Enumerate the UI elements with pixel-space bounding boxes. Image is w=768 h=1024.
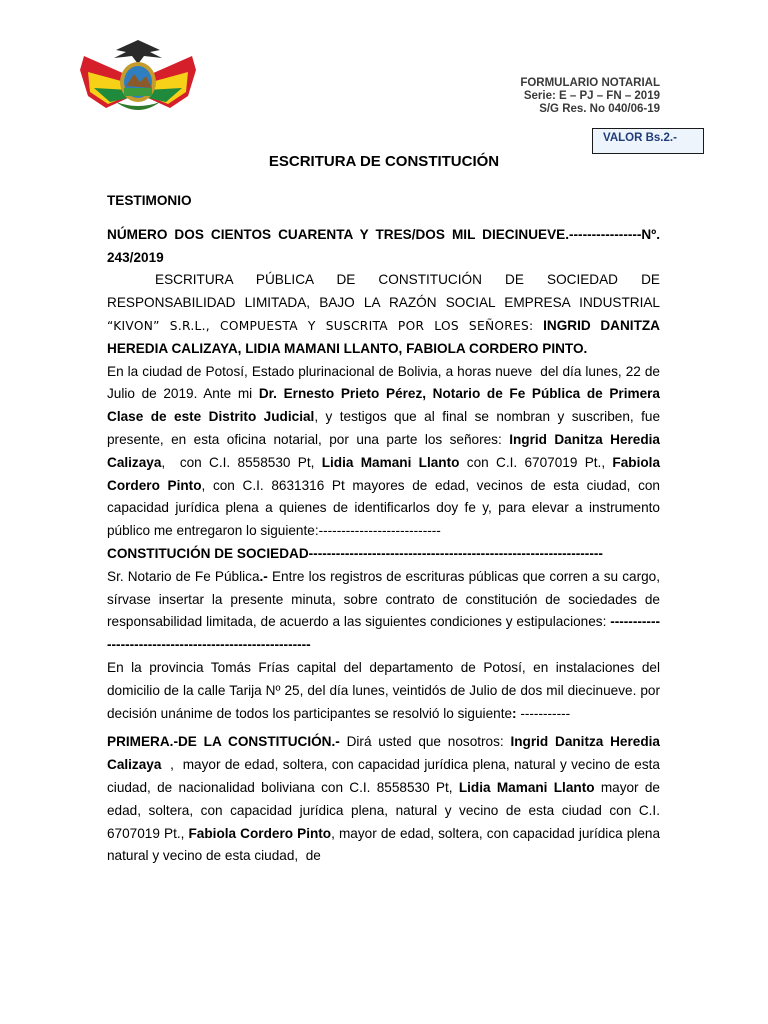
numero-escritura: NÚMERO DOS CIENTOS CUARENTA Y TRES/DOS MIL DIECINUEVE.----------------Nº. 243/2019 — [107, 226, 660, 265]
party-name: Fabiola Cordero Pinto — [188, 825, 332, 841]
form-header-line: Serie: E – PJ – FN – 2019 — [523, 90, 660, 102]
paragraph-comparecencia: En la ciudad de Potosí, Estado plurinacional de Bolivia, a horas nueve del día lunes, 22 de Julio de 2019. Ante mi Dr. Ernesto Prieto Pérez, Notario de Fe Pública de Primera Clase de este Distrito Judicial, y testigos que al final se nombran y suscriben, fue presente, en esta oficina notarial, por una parte los señores: Ingrid Danitza Heredia Calizaya, con C.I. 8558530 Pt, Lidia Mamani Llanto con C.I. 6707019 Pt., Fabiola Cordero Pinto, con C.I. 8631316 Pt mayores de edad, vecinos de esta ciudad, con capacidad jurídica plena a quienes de identificarlos doy fe y, para elevar a instrumento público me entregaron lo siguiente:--------------------------- — [107, 363, 664, 539]
notary-name: Dr. Ernesto Prieto Pérez, Notario de Fe Pública de Primera Clase de este Distrito Judicial — [107, 386, 664, 425]
testimonio-heading: TESTIMONIO — [107, 193, 192, 208]
form-header-line: FORMULARIO NOTARIAL — [520, 77, 660, 89]
party-name: Ingrid Danitza Heredia Calizaya — [107, 734, 664, 773]
paragraph-primera: PRIMERA.-DE LA CONSTITUCIÓN.- Dirá usted que nosotros: Ingrid Danitza Heredia Calizaya , mayor de edad, soltera, con capacidad jurídica plena, natural y vecino de esta ciudad, de nacionalidad boliviana con C.I. 8558530 Pt, Lidia Mamani Llanto mayor de edad, soltera, con capacidad jurídica plena, natural y vecino de esta ciudad con C.I. 6707019 Pt., Fabiola Cordero Pinto, mayor de edad, soltera, con capacidad jurídica plena natural y vecino de esta ciudad, de — [107, 734, 664, 864]
clause-heading: PRIMERA.-DE LA CONSTITUCIÓN.- — [107, 734, 340, 750]
escritura-company: “KIVON” S.R.L., COMPUESTA Y SUSCRITA POR LOS SEÑORES: — [107, 318, 534, 333]
valor-stamp: VALOR Bs.2.- — [592, 128, 704, 154]
party-name: Lidia Mamani Llanto — [321, 454, 460, 470]
form-header — [520, 77, 660, 116]
document-body — [107, 190, 664, 868]
form-header-line: S/G Res. No 040/06-19 — [539, 103, 660, 115]
party-name: Fabiola Cordero Pinto — [107, 454, 664, 493]
document-title: ESCRITURA DE CONSTITUCIÓN — [268, 153, 500, 170]
paragraph-minuta: Sr. Notario de Fe Pública.- Entre los registros de escrituras públicas que corren a su cargo, sírvase insertar la presente minuta, sobre contrato de constitución de sociedades de responsabilidad limitada, de acuerdo a las siguientes condiciones y estipulaciones: -------------------------------------------------------- — [107, 568, 664, 653]
escritura-summary — [107, 269, 660, 360]
party-name: Lidia Mamani Llanto — [458, 779, 595, 795]
escritura-names: INGRID DANITZA HEREDIA CALIZAYA, LIDIA MAMANI LLANTO, FABIOLA CORDERO PINTO. — [107, 317, 660, 356]
bolivia-coat-of-arms-icon — [76, 36, 200, 118]
paragraph-resolucion: En la provincia Tomás Frías capital del departamento de Potosí, en instalaciones del domicilio de la calle Tarija Nº 25, del día lunes, veintidós de Julio de dos mil diecinueve. por decisión unánime de todos los participantes se resolvió lo siguiente: ----------- — [107, 659, 664, 721]
escritura-intro: ESCRITURA PÚBLICA DE CONSTITUCIÓN DE SOCIEDAD DE RESPONSABILIDAD LIMITADA, BAJO LA RAZÓN SOCIAL EMPRESA INDUSTRIAL — [107, 272, 660, 311]
constitucion-heading: CONSTITUCIÓN DE SOCIEDAD----------------------------------------------------------------- — [107, 545, 603, 561]
party-name: Ingrid Danitza Heredia Calizaya — [107, 431, 664, 470]
